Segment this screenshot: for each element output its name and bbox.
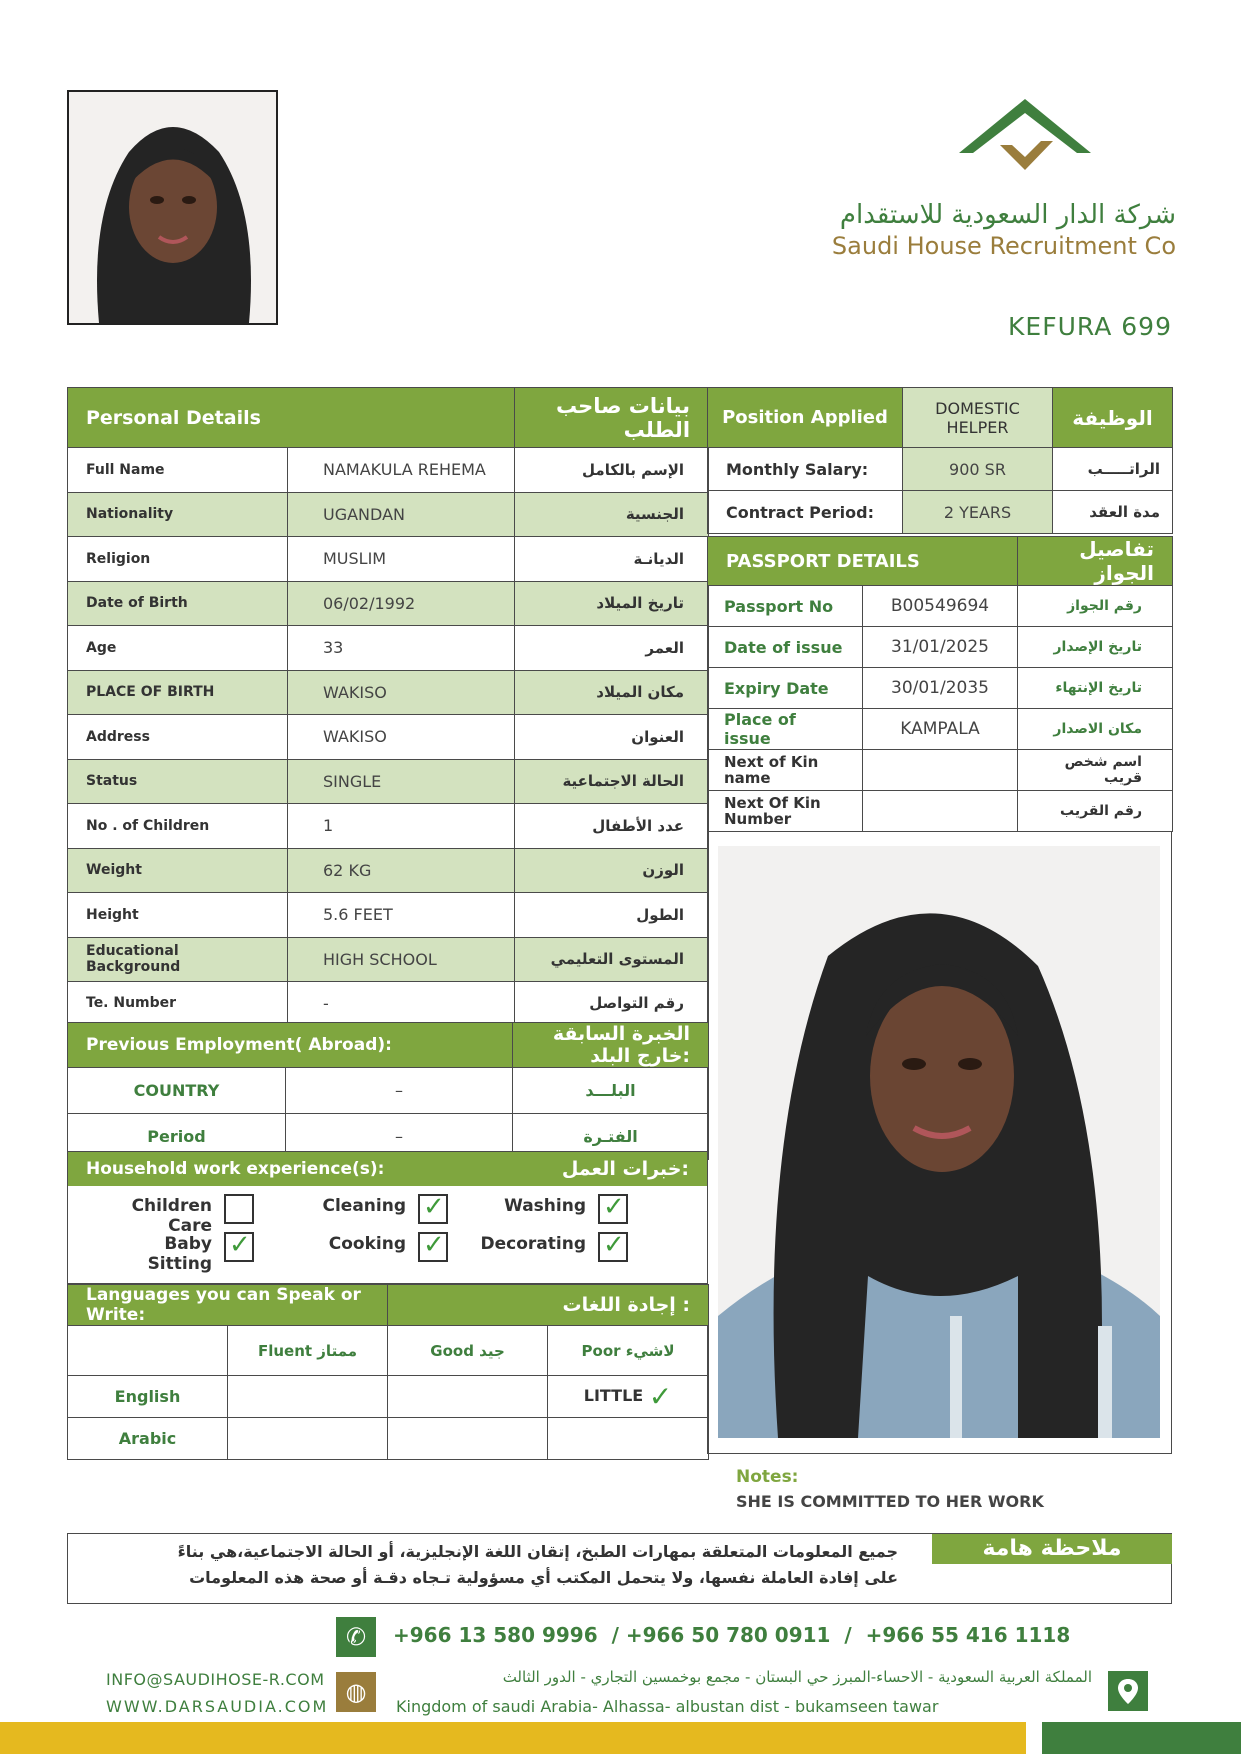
household-checkbox[interactable] [598,1194,628,1224]
personal-label: Height [68,893,288,938]
previous-employment-title: Previous Employment( Abroad): [68,1023,513,1068]
household-title-ar: خبرات العمل: [561,1158,689,1180]
important-note-title: ملاحظة هامة [932,1534,1172,1564]
globe-icon: ◍ [336,1672,376,1712]
personal-value: HIGH SCHOOL [288,937,515,982]
company-logo [955,95,1095,185]
languages-title: Languages you can Speak or Write: [68,1285,388,1326]
personal-label: Te. Number [68,982,288,1025]
personal-label: Age [68,626,288,671]
important-note-line2: على إفادة العاملة نفسها، ولا يتحمل المكتب أي مسؤولية تـجاه دقـة أو صحة هذه المعلومات [189,1568,898,1587]
english-label: English [68,1376,228,1418]
location-pin-icon [1108,1671,1148,1711]
passport-label-ar: تاريخ الإصدار [1018,627,1173,668]
personal-label-ar: رقم التواصل [515,982,709,1025]
personal-row [68,492,709,537]
company-name-en: Saudi House Recruitment Co [831,232,1176,260]
important-note-line1: جميع المعلومات المتعلقة بمهارات الطبخ، إتقان اللغة الإنجليزية، أو الحالة الاجتماعية،هي بناءً [177,1542,898,1561]
personal-details-title: Personal Details [68,388,515,448]
personal-value: 62 KG [288,848,515,893]
personal-value: 33 [288,626,515,671]
passport-value: KAMPALA [863,709,1018,750]
personal-value: 1 [288,804,515,849]
personal-row [68,715,709,760]
personal-label-ar: الجنسية [515,492,709,537]
passport-value: 31/01/2025 [863,627,1018,668]
poor-header: Poor لاشيء [548,1326,709,1376]
company-name-ar: شركة الدار السعودية للاستقدام [839,200,1176,230]
household-checkbox[interactable] [224,1194,254,1224]
household-item-label: Cleaning [322,1196,406,1216]
personal-row [68,581,709,626]
website-text: WWW.DARSAUDIA.COM [106,1697,329,1716]
personal-row [68,982,709,1025]
check-icon: ✓ [603,1230,625,1260]
check-icon: ✓ [423,1192,445,1222]
period-label: Period [68,1114,286,1160]
personal-value: UGANDAN [288,492,515,537]
salary-value: 900 SR [903,448,1053,491]
english-poor-value: LITTLE [583,1386,644,1405]
personal-value: WAKISO [288,670,515,715]
personal-row [68,670,709,715]
passport-value [863,791,1018,832]
personal-label-ar: الإسم بالكامل [515,448,709,493]
salary-label: Monthly Salary: [708,448,903,491]
notes-text: SHE IS COMMITTED TO HER WORK [736,1492,1044,1511]
languages-title-ar: إجادة اللغات : [388,1285,709,1326]
passport-label-ar: رقم الجواز [1018,586,1173,627]
contract-value: 2 YEARS [903,491,1053,534]
passport-value: 30/01/2035 [863,668,1018,709]
salary-label-ar: الراتـــــب [1053,448,1173,491]
personal-label-ar: تاريخ الميلاد [515,581,709,626]
passport-title-ar: تفاصيل الجواز [1018,537,1173,586]
footer-bar-green [1042,1722,1241,1754]
english-poor-cell [548,1376,709,1418]
previous-employment-title-ar: الخبرة السابقة خارج البلد: [513,1023,709,1068]
position-value: DOMESTIC HELPER [903,388,1053,448]
address-en: Kingdom of saudi Arabia- Alhassa- albustan dist - bukamseen tawar [396,1697,939,1716]
passport-row [708,586,1173,627]
worker-photo-small [67,90,278,325]
household-checkbox[interactable] [418,1194,448,1224]
passport-label: Next of Kin name [708,750,863,791]
fluent-header: Fluent ممتاز [228,1326,388,1376]
personal-label: PLACE OF BIRTH [68,670,288,715]
country-value: – [286,1068,513,1114]
check-icon: ✓ [423,1230,445,1260]
passport-label: Next Of Kin Number [708,791,863,832]
personal-label: Religion [68,537,288,582]
worker-photo-large [718,846,1160,1438]
household-item-label: Children Care [131,1196,212,1236]
personal-label-ar: الطول [515,893,709,938]
passport-value: B00549694 [863,586,1018,627]
position-title-ar: الوظيفة [1053,388,1173,448]
email-text: INFO@SAUDIHOSE-R.COM [106,1670,325,1689]
personal-row [68,848,709,893]
previous-employment-table [67,1022,709,1160]
phone-icon: ✆ [336,1617,376,1657]
personal-label-ar: الديانـة [515,537,709,582]
passport-title: PASSPORT DETAILS [708,537,1018,586]
personal-label-ar: الحالة الاجتماعية [515,759,709,804]
household-item-label: Washing [504,1196,586,1216]
household-checkbox[interactable] [598,1232,628,1262]
passport-row [708,668,1173,709]
period-value: – [286,1114,513,1160]
personal-value: NAMAKULA REHEMA [288,448,515,493]
passport-row [708,791,1173,832]
personal-label: Full Name [68,448,288,493]
personal-value: SINGLE [288,759,515,804]
passport-label-ar: رقم القريب [1018,791,1173,832]
personal-row [68,937,709,982]
personal-value: 5.6 FEET [288,893,515,938]
passport-row [708,750,1173,791]
footer-bar-gold [0,1722,1026,1754]
personal-details-title-ar: بيانات صاحب الطلب [515,388,709,448]
languages-table [67,1284,709,1460]
phone-numbers: +966 13 580 9996 / +966 50 780 0911 / +966 55 416 1118 [393,1623,1071,1647]
personal-value: WAKISO [288,715,515,760]
good-header: Good جيد [388,1326,548,1376]
passport-label-ar: مكان الاصدار [1018,709,1173,750]
household-item-label: Baby Sitting [147,1234,212,1274]
passport-label: Place of issue [708,709,863,750]
notes-label: Notes: [736,1467,799,1487]
personal-row [68,448,709,493]
position-table [707,387,1173,534]
personal-label: Address [68,715,288,760]
address-ar: المملكة العربية السعودية - الاحساء-المبرز حي البستان - مجمع بوخمسين التجاري - الدور الثالث [502,1668,1092,1686]
personal-label-ar: عدد الأطفال [515,804,709,849]
household-section [67,1151,708,1284]
household-item-label: Decorating [480,1234,586,1254]
personal-row [68,626,709,671]
check-icon: ✓ [603,1192,625,1222]
passport-label: Date of issue [708,627,863,668]
personal-label-ar: الوزن [515,848,709,893]
personal-row [68,537,709,582]
country-label-ar: البلـــد [513,1068,709,1114]
passport-row [708,709,1173,750]
personal-row [68,804,709,849]
household-item-label: Cooking [328,1234,406,1254]
personal-label-ar: المستوى التعليمي [515,937,709,982]
contract-label: Contract Period: [708,491,903,534]
personal-value: 06/02/1992 [288,581,515,626]
check-icon: ✓ [648,1380,673,1413]
household-title: Household work experience(s): [86,1159,385,1179]
personal-label-ar: العمر [515,626,709,671]
personal-label: Nationality [68,492,288,537]
passport-label-ar: تاريخ الإنتهاء [1018,668,1173,709]
passport-label: Passport No [708,586,863,627]
personal-label: Status [68,759,288,804]
personal-details-table [67,387,709,1025]
kefura-code: KEFURA 699 [1008,312,1172,341]
personal-label: Educational Background [68,937,288,982]
personal-label: No . of Children [68,804,288,849]
arabic-label: Arabic [68,1418,228,1460]
personal-label: Date of Birth [68,581,288,626]
passport-label-ar: اسم شخص قريب [1018,750,1173,791]
country-label: COUNTRY [68,1068,286,1114]
passport-row [708,627,1173,668]
personal-label: Weight [68,848,288,893]
personal-label-ar: مكان الميلاد [515,670,709,715]
personal-row [68,759,709,804]
important-note-box [67,1533,1172,1604]
personal-row [68,893,709,938]
personal-label-ar: العنوان [515,715,709,760]
period-label-ar: الفتـرة [513,1114,709,1160]
passport-table [707,536,1173,832]
personal-value: MUSLIM [288,537,515,582]
passport-value [863,750,1018,791]
contract-label-ar: مدة العقد [1053,491,1173,534]
position-title: Position Applied [708,388,903,448]
household-checkbox[interactable] [224,1232,254,1262]
passport-label: Expiry Date [708,668,863,709]
personal-value: - [288,982,515,1025]
check-icon: ✓ [229,1230,251,1260]
